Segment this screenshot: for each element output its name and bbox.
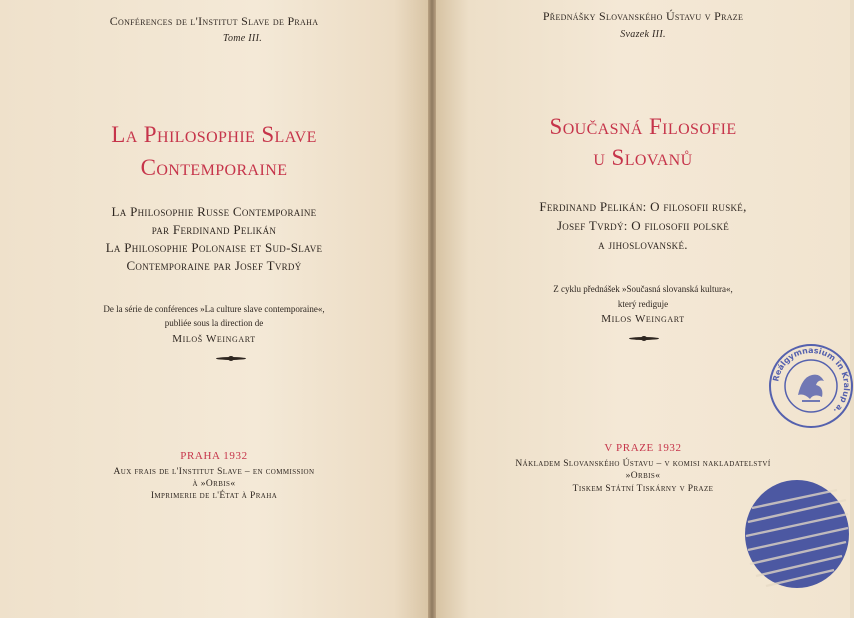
- imprint-line: à »Orbis«: [192, 479, 236, 489]
- book-title-line1: La Philosophie Slave: [111, 122, 317, 147]
- series-volume: Tome III.: [223, 33, 262, 44]
- stamp-text: Reálgymnasium in Kralup a.: [771, 345, 852, 416]
- imprint-line: Aux frais de l'Institut Slave – en commission: [113, 467, 315, 477]
- book-title-line2: Contemporaine: [140, 155, 288, 180]
- imprint-line: »Orbis«: [625, 471, 661, 481]
- subtitle-line: Contemporaine par Josef Tvrdý: [126, 258, 302, 273]
- book-gutter: [428, 0, 436, 618]
- editor-name: Milos Weingart: [601, 313, 685, 325]
- series-volume: Svazek III.: [620, 29, 666, 40]
- imprint-line: Nákladem Slovanského Ústavu – v komisi nakladatelství: [515, 459, 771, 469]
- series-note-line2: který rediguje: [617, 299, 669, 309]
- obliterated-stamp-icon: [742, 478, 852, 590]
- book-title-line1: Současná Filosofie: [549, 114, 737, 139]
- subtitle-line: La Philosophie Polonaise et Sud-Slave: [105, 240, 323, 255]
- subtitle-line: a jihoslovanské.: [598, 237, 688, 252]
- subtitle-line: Josef Tvrdý: O filosofii polské: [556, 218, 730, 233]
- subtitle-line: par Ferdinand Pelikán: [151, 222, 277, 237]
- series-note-line1: Z cyklu přednášek »Současná slovanská kultura«,: [553, 284, 733, 294]
- ornament-divider: [629, 337, 659, 340]
- series-note-line2: publiée sous la direction de: [164, 318, 264, 328]
- series-title: Conférences de l'Institut Slave de Praha: [109, 14, 319, 28]
- series-note-line1: De la série de conférences »La culture slave contemporaine«,: [103, 304, 325, 314]
- place-year: V PRAZE 1932: [604, 442, 682, 454]
- subtitle-line: Ferdinand Pelikán: O filosofii ruské,: [539, 199, 747, 214]
- place-year: PRAHA 1932: [180, 450, 248, 462]
- subtitle-line: La Philosophie Russe Contemporaine: [111, 204, 317, 219]
- library-stamp-icon: [768, 343, 854, 429]
- book-title-line2: u Slovanů: [593, 145, 693, 170]
- imprint-line: Tiskem Státní Tiskárny v Praze: [572, 484, 714, 494]
- ornament-divider: [216, 357, 246, 360]
- editor-name: Miloš Weingart: [172, 333, 256, 345]
- imprint-line: Imprimerie de l'État à Praha: [150, 491, 278, 501]
- series-title: Přednášky Slovanského Ústavu v Praze: [542, 9, 744, 23]
